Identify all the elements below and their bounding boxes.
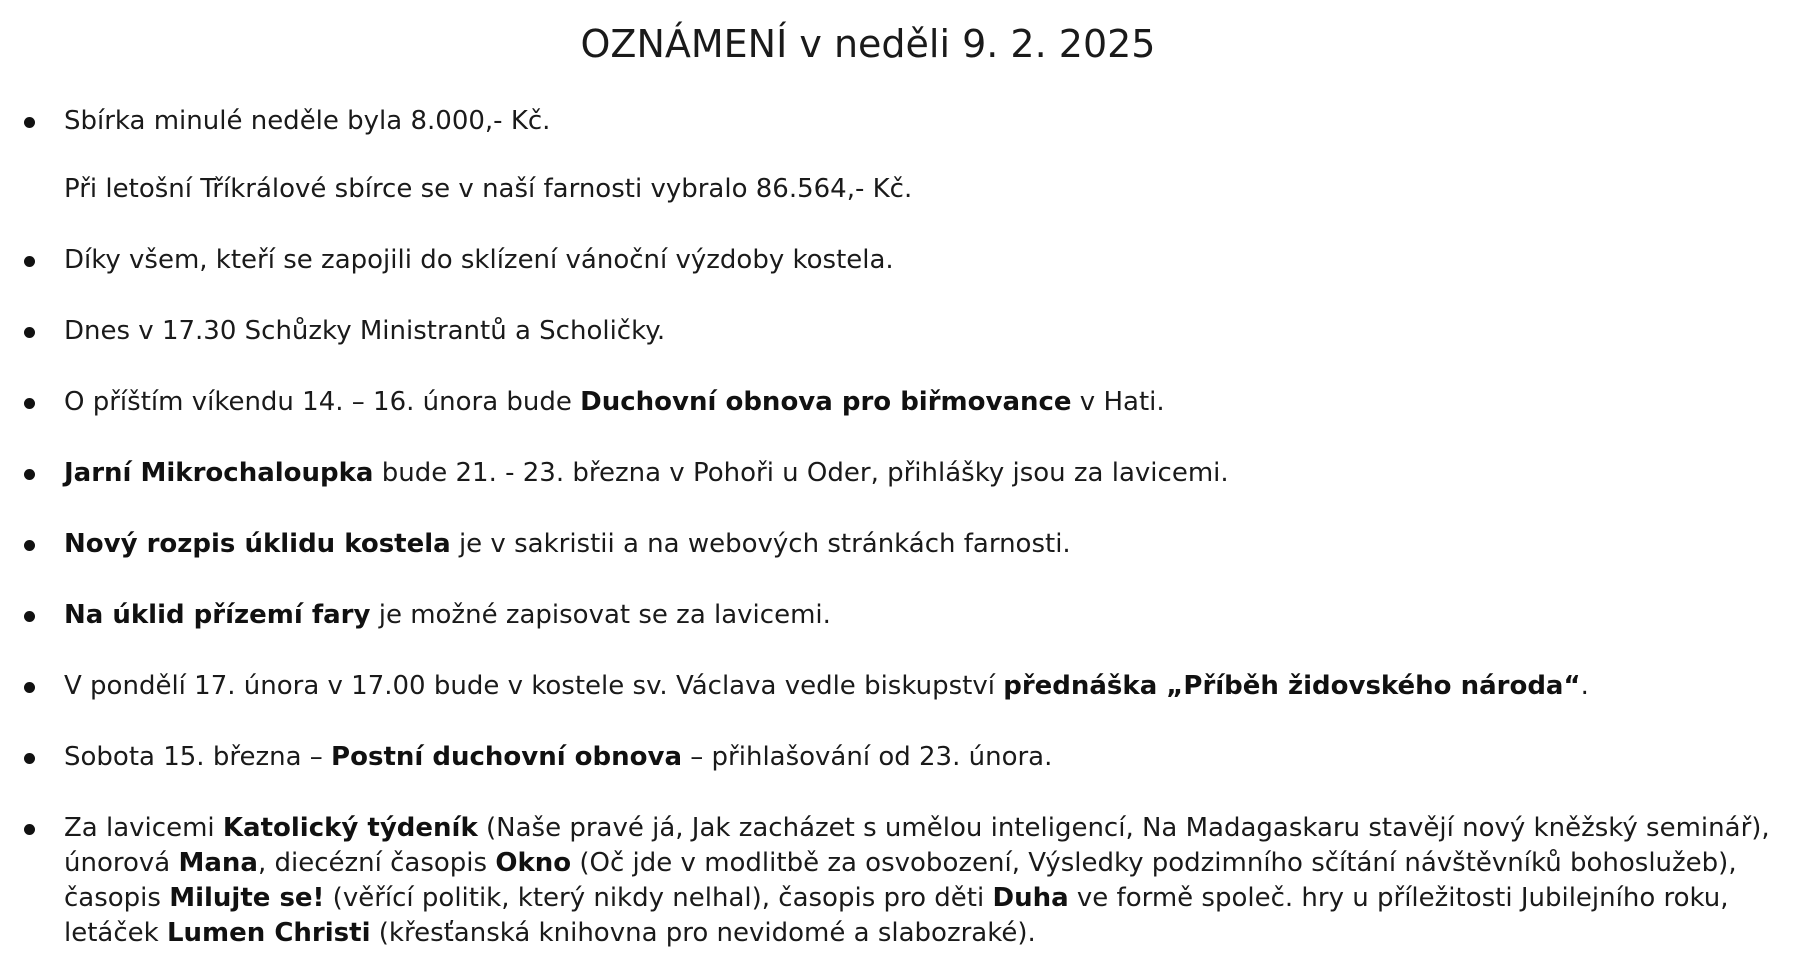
page-title: OZNÁMENÍ v neděli 9. 2. 2025 (580, 22, 1156, 66)
item-line (64, 916, 1810, 951)
item-text: v Hati. (1071, 387, 1165, 417)
item-line (64, 881, 1810, 916)
item-text: Sobota 15. března – (64, 742, 332, 772)
item-text: (křesťanská knihovna pro nevidomé a slabozraké). (370, 918, 1036, 948)
item-bold-text: Duchovní obnova pro biřmovance (580, 387, 1072, 417)
list-item (64, 740, 1052, 775)
list-item (64, 314, 665, 349)
list-item (64, 243, 894, 278)
item-text: (Naše pravé já, Jak zacházet s umělou inteligencí, Na Madagaskaru stavějí nový kněžský seminář), (477, 813, 1770, 843)
item-text: Při letošní Tříkrálové sbírce se v naší farnosti vybralo 86.564,- Kč. (64, 174, 913, 204)
list-item (64, 527, 1071, 562)
item-bold-text: Postní duchovní obnova (331, 742, 683, 772)
item-text: bude 21. - 23. března v Pohoři u Oder, přihlášky jsou za lavicemi. (373, 458, 1229, 488)
bullet-icon (24, 682, 35, 693)
item-text: O příštím víkendu 14. – 16. února bude (64, 387, 581, 417)
list-item (64, 598, 831, 633)
bullet-icon (24, 540, 35, 551)
list-item (64, 669, 1589, 704)
list-item-continuation (64, 172, 912, 207)
list-item (64, 104, 550, 139)
item-text: – přihlašování od 23. února. (682, 742, 1053, 772)
item-text: je v sakristii a na webových stránkách farnosti. (450, 529, 1071, 559)
item-bold-text: Duha (992, 883, 1069, 913)
item-text: , diecézní časopis (257, 848, 496, 878)
item-text: únorová (64, 848, 179, 878)
item-text: (věřící politik, který nikdy nelhal), časopis pro děti (324, 883, 993, 913)
item-text: Dnes v 17.30 Schůzky Ministrantů a Scholičky. (64, 316, 666, 346)
item-text: (Oč jde v modlitbě za osvobození, Výsledky podzimního sčítání návštěvníků bohoslužeb), (571, 848, 1737, 878)
item-text: Sbírka minulé neděle byla 8.000,- Kč. (64, 106, 551, 136)
bullet-icon (24, 753, 35, 764)
item-bold-text: Na úklid přízemí fary (64, 600, 371, 630)
bullet-icon (24, 398, 35, 409)
item-line (64, 811, 1810, 846)
item-bold-text: přednáška „Příběh židovského národa“ (1003, 671, 1581, 701)
item-bold-text: Jarní Mikrochaloupka (64, 458, 374, 488)
bullet-icon (24, 824, 35, 835)
list-item-magazines (64, 811, 1810, 951)
bullet-icon (24, 611, 35, 622)
item-bold-text: Milujte se! (169, 883, 325, 913)
item-text: letáček (64, 918, 167, 948)
list-item (64, 385, 1165, 420)
bullet-icon (24, 327, 35, 338)
bullet-icon (24, 469, 35, 480)
item-line (64, 846, 1810, 881)
item-bold-text: Katolický týdeník (222, 813, 478, 843)
item-text: je možné zapisovat se za lavicemi. (370, 600, 831, 630)
item-bold-text: Lumen Christi (166, 918, 371, 948)
item-text: ve formě společ. hry u příležitosti Jubilejního roku, (1068, 883, 1729, 913)
item-bold-text: Okno (495, 848, 572, 878)
bullet-icon (24, 256, 35, 267)
item-text: . (1580, 671, 1589, 701)
bullet-icon (24, 117, 35, 128)
item-text: V pondělí 17. února v 17.00 bude v kostele sv. Václava vedle biskupství (64, 671, 1004, 701)
list-item (64, 456, 1229, 491)
item-bold-text: Nový rozpis úklidu kostela (64, 529, 451, 559)
item-bold-text: Mana (178, 848, 258, 878)
item-text: Díky všem, kteří se zapojili do sklízení vánoční výzdoby kostela. (64, 245, 894, 275)
item-text: Za lavicemi (64, 813, 223, 843)
item-text: časopis (64, 883, 170, 913)
